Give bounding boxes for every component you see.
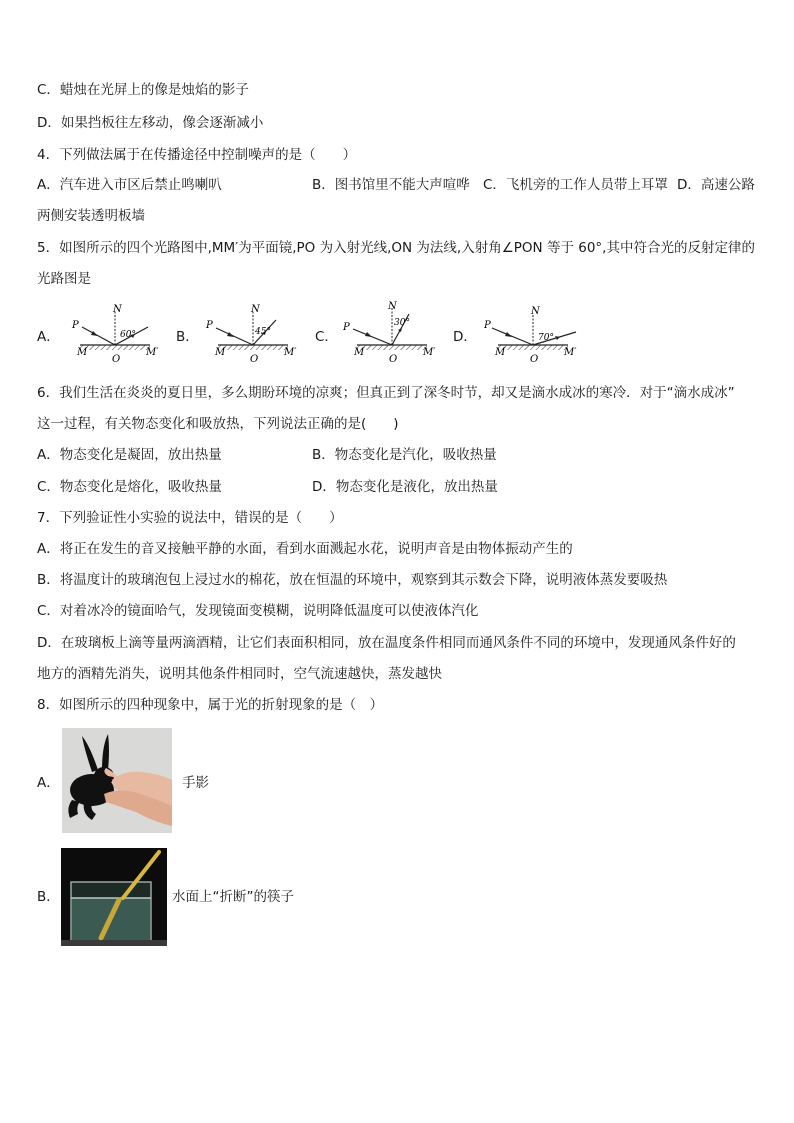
hand-shadow-image [62,728,172,833]
q5-diagram-b [205,304,297,365]
question-8: 8．如图所示的四种现象中，属于光的折射现象的是（ ） [37,697,384,713]
q5-diagrams [60,300,780,370]
q6-option-d: D．物态变化是液化，放出热量 [312,479,498,495]
svg-text:N: N [113,304,122,315]
q5-diagram-c [342,301,436,365]
q8-option-b-label: B． [37,889,60,905]
svg-text:30°: 30° [394,318,410,328]
q7-option-d-line1: D．在玻璃板上滴等量两滴酒精，让它们表面积相同，放在温度条件相同而通风条件不同的环境中，发现通风条件好的 [37,635,736,651]
svg-text:M′: M′ [423,347,436,358]
q4-option-a: A．汽车进入市区后禁止鸣喇叭 [37,177,222,193]
svg-text:M: M [215,347,226,358]
q5-option-d-label: D． [453,329,477,345]
q5-diagram-d [483,306,577,365]
svg-text:M: M [354,347,365,358]
q5-diagram-a [71,304,159,365]
svg-text:O: O [389,354,398,365]
q7-option-c: C．对着冰冷的镜面哈气，发现镜面变模糊，说明降低温度可以使液体汽化 [37,603,479,619]
bent-chopstick-image [61,848,167,946]
question-5-line1: 5．如图所示的四个光路图中,MM′为平面镜,PO 为入射光线,ON 为法线,入射角∠PON 等于 60°,其中符合光的反射定律的 [37,240,755,256]
q4-option-b: B．图书馆里不能大声喧哗 [312,177,470,193]
q4-option-c: C．飞机旁的工作人员带上耳罩 [483,177,668,193]
svg-text:P: P [343,322,350,333]
q4-option-d: D．高速公路 [677,177,755,193]
question-4: 4．下列做法属于在传播途径中控制噪声的是（ ） [37,147,357,163]
q6-option-a: A．物态变化是凝固，放出热量 [37,447,222,463]
question-6-line1: 6．我们生活在炎炎的夏日里，多么期盼环境的凉爽；但真正到了深冬时节，却又是滴水成冰的寒冷．对于“滴水成冰” [37,385,735,401]
q8-option-b-caption: 水面上“折断”的筷子 [172,889,294,905]
q4-option-d-continued: 两侧安装透明板墙 [37,208,145,224]
svg-text:60°: 60° [120,330,136,340]
svg-text:M: M [77,347,88,358]
svg-text:O: O [530,354,539,365]
question-5-line2: 光路图是 [37,271,91,287]
q8-option-a-caption: 手影 [182,775,209,791]
svg-text:O: O [112,354,121,365]
question-7: 7．下列验证性小实验的说法中，错误的是（ ） [37,510,343,526]
q5-option-a-label: A． [37,329,60,345]
svg-text:70°: 70° [538,333,554,343]
q7-option-a: A．将正在发生的音叉接触平静的水面，看到水面溅起水花，说明声音是由物体振动产生的 [37,541,573,557]
svg-text:P: P [72,320,79,331]
svg-text:O: O [250,354,259,365]
question-6-line2: 这一过程，有关物态变化和吸放热，下列说法正确的是( ) [37,416,399,432]
option-d-q3: D．如果挡板往左移动，像会逐渐减小 [37,115,264,131]
svg-text:N: N [388,301,397,312]
q7-option-b: B．将温度计的玻璃泡包上浸过水的棉花，放在恒温的环境中，观察到其示数会下降，说明液体蒸发要吸热 [37,572,668,588]
option-c-q3: C．蜡烛在光屏上的像是烛焰的影子 [37,82,249,98]
svg-text:M′: M′ [564,347,577,358]
q5-option-c-label: C． [315,329,338,345]
svg-text:N: N [251,304,260,315]
q7-option-d-line2: 地方的酒精先消失，说明其他条件相同时，空气流速越快，蒸发越快 [37,666,442,682]
svg-text:P: P [206,320,213,331]
svg-text:P: P [484,320,491,331]
q6-option-c: C．物态变化是熔化，吸收热量 [37,479,222,495]
q5-option-b-label: B． [176,329,199,345]
svg-text:45°: 45° [255,327,271,337]
svg-text:M: M [495,347,506,358]
svg-text:N: N [531,306,540,317]
q8-option-a-label: A． [37,775,60,791]
svg-text:M′: M′ [284,347,297,358]
svg-text:M′: M′ [146,347,159,358]
q6-option-b: B．物态变化是汽化，吸收热量 [312,447,497,463]
